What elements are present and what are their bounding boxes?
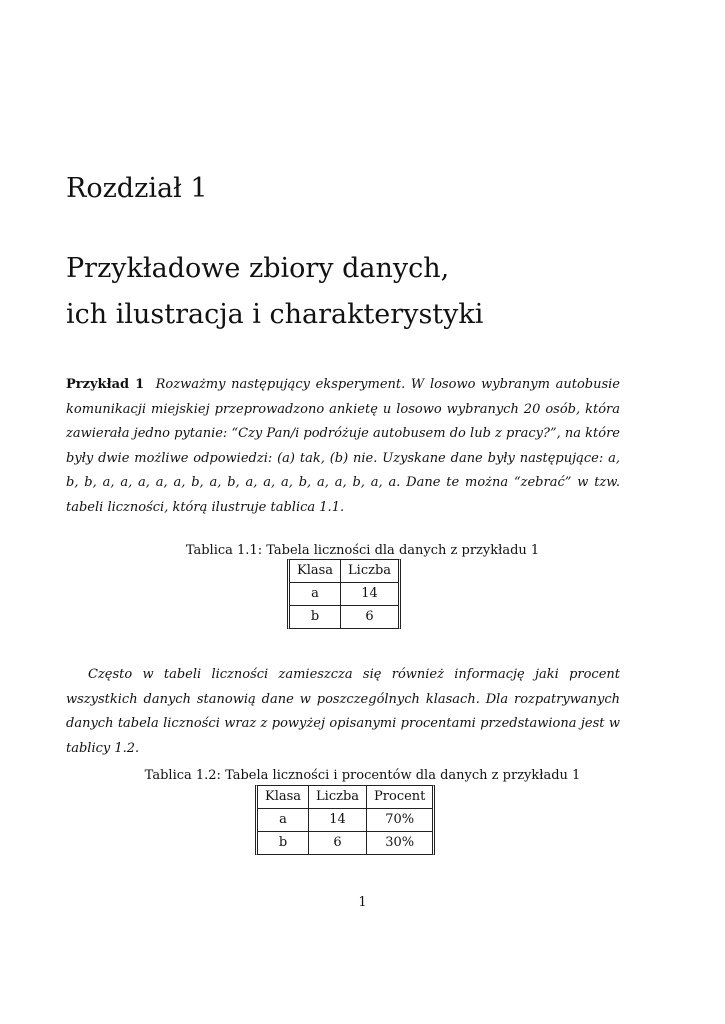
- body-paragraph: Często w tabeli liczności zamieszcza się również informację jaki procent wszystkich danych stanowią dane w poszczególnych klasach. Dla rozpatrywanych danych tabela liczności wraz z powyżej opisanymi procentami przedstawiona jest w tablicy 1.2.: [66, 667, 620, 756]
- chapter-title-line-2: ich ilustracja i charakterystyki: [66, 299, 484, 330]
- table-cell: 30%: [385, 835, 415, 850]
- example-text: Rozważmy następujący eksperyment. W losowo wybranym autobusie komunikacji miejskiej przeprowadzono ankietę u losowo wybranych 20 osób, która zawierała jedno pytanie: “Czy Pan/i podróżuje autobusem do lub z pracy?”, na które były dwie możliwe odpowiedzi: (a) tak, (b) nie. Uzyskane dane były następujące: a, b, b, a, a, a, a, a, b, a, b, a, a, a, b, a, a, b, a, a. Dane te można “zebrać” w tzw. tabeli liczności, którą ilustruje tablica 1.1.: [66, 377, 620, 515]
- table-header-row: [290, 560, 398, 583]
- chapter-title: [66, 246, 483, 338]
- table-cell: 6: [365, 609, 374, 624]
- example-label: Przykład 1: [66, 377, 145, 392]
- column-header-liczba: Liczba: [309, 786, 367, 809]
- frequency-table-1: [287, 559, 401, 629]
- table-row: [258, 809, 432, 832]
- table-cell: a: [258, 809, 309, 832]
- column-header-klasa: Klasa: [258, 786, 309, 809]
- column-header-klasa: Klasa: [290, 560, 341, 583]
- table-header-row: [258, 786, 432, 809]
- table-cell: a: [290, 583, 341, 606]
- chapter-title-line-1: Przykładowe zbiory danych,: [66, 253, 450, 284]
- table-cell: 70%: [367, 809, 432, 832]
- column-header-procent: Procent: [367, 786, 432, 809]
- example-1: [66, 373, 620, 520]
- table-cell: b: [290, 606, 341, 628]
- column-header-liczba: Liczba: [341, 560, 398, 583]
- table-cell: b: [258, 832, 309, 854]
- frequency-table-2: [255, 785, 435, 855]
- page-number: 1: [358, 895, 367, 910]
- table-row: [258, 832, 432, 854]
- table-row: [290, 606, 398, 628]
- chapter-label: Rozdział 1: [66, 173, 208, 204]
- table-cell: 14: [309, 809, 367, 832]
- table-2-caption: Tablica 1.2: Tabela liczności i procentów dla danych z przykładu 1: [144, 768, 581, 783]
- table-1-caption: Tablica 1.1: Tabela liczności dla danych z przykładu 1: [185, 543, 540, 558]
- table-row: [290, 583, 398, 606]
- table-cell: 6: [309, 832, 367, 854]
- table-cell: 14: [341, 583, 398, 606]
